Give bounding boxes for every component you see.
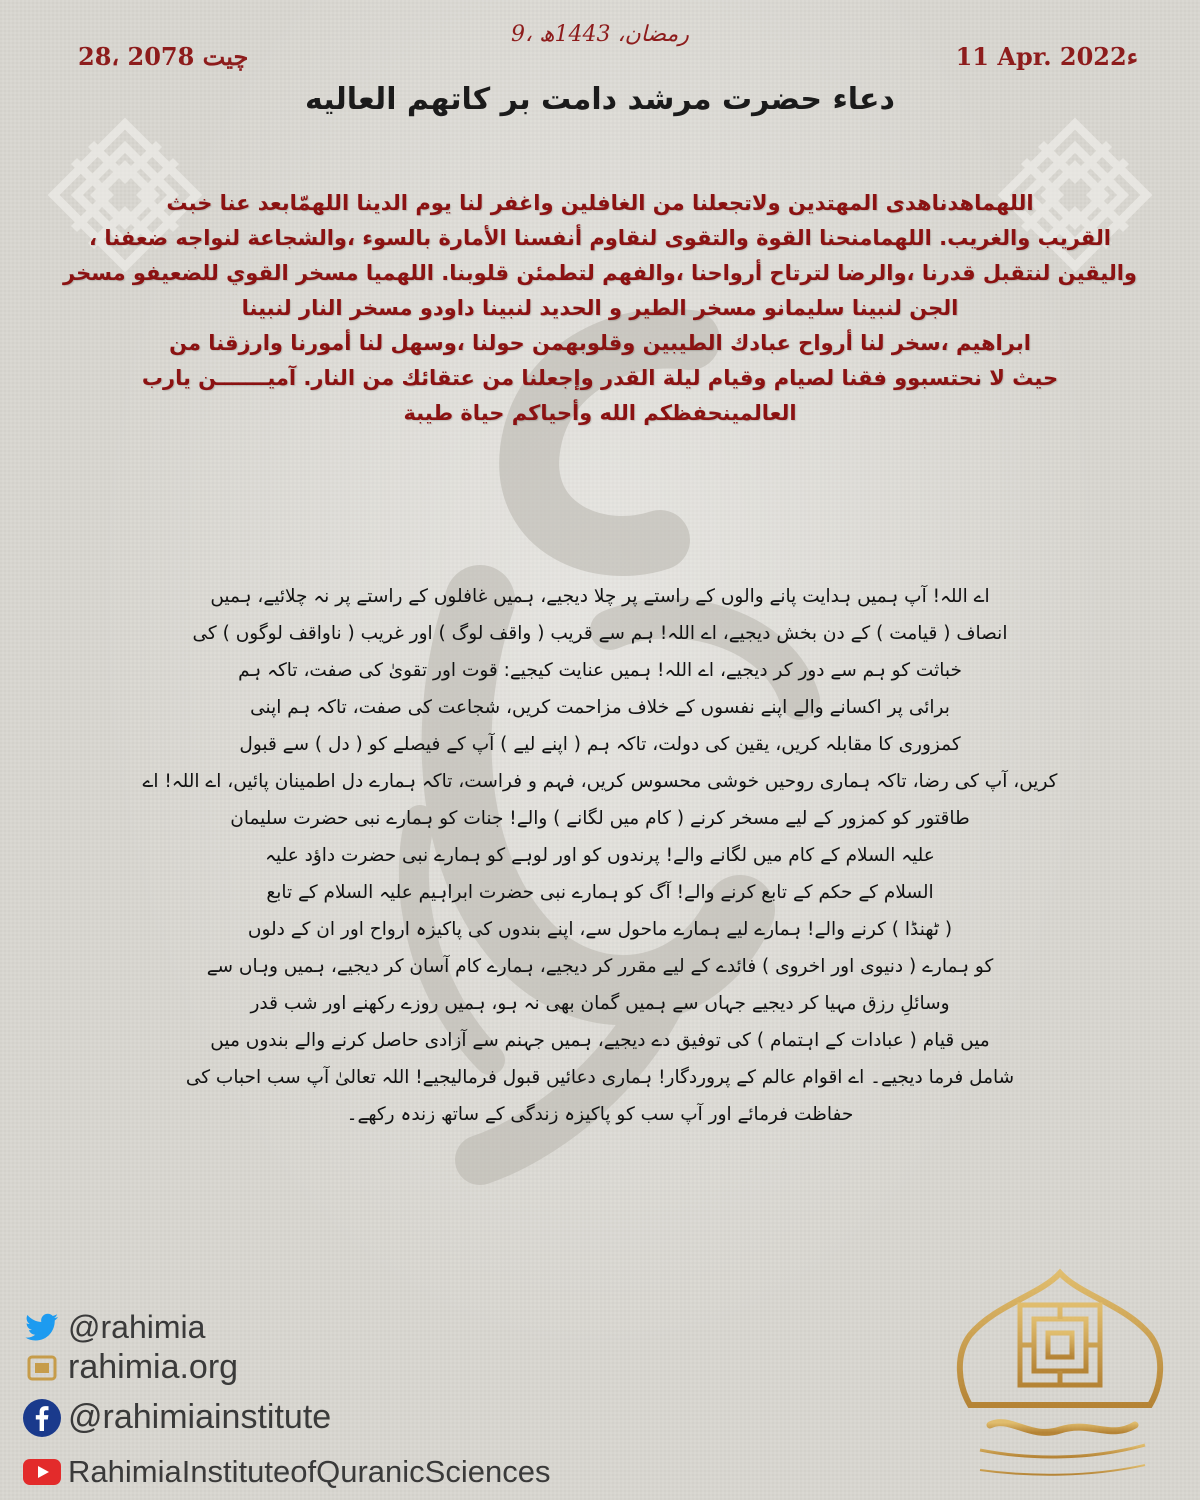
page-title: دعاء حضرت مرشد دامت بر کاتهم العاليه <box>305 82 895 117</box>
twitter-handle: @rahimia <box>68 1309 206 1345</box>
urdu-line: ( ٹھنڈا ) کرنے والے! ہمارے لیے ہمارے ماحول سے، اپنے بندوں کی پاکیزہ ارواح اور ان کے دلوں <box>247 919 953 940</box>
youtube-icon <box>22 1452 62 1492</box>
youtube-link[interactable] <box>22 1444 550 1499</box>
website-link[interactable] <box>22 1340 238 1395</box>
urdu-line: خباثت کو ہم سے دور کر دیجیے، اے اللہ! ہمیں عنایت کیجیے: قوت اور تقویٰ کی صفت، تاکہ ہم <box>238 660 962 681</box>
urdu-line: کو ہمارے ( دنیوی اور اخروی ) فائدے کے لیے مقرر کر دیجیے، ہمارے کام آسان کر دیجیے، ہمیں وہاں سے <box>206 956 994 977</box>
urdu-line: کمزوری کا مقابلہ کریں، یقین کی دولت، تاکہ ہم ( اپنے لیے ) آپ کے فیصلے کو ( دل ) سے قبول <box>239 734 961 755</box>
facebook-handle: @rahimiainstitute <box>68 1398 332 1436</box>
urdu-line: حفاظت فرمائے اور آپ سب کو پاکیزہ زندگی کے ساتھ زندہ رکھے۔ <box>346 1104 854 1125</box>
urdu-line: السلام کے حکم کے تابع کرنے والے! آگ کو ہمارے نبی حضرت ابراہیم علیہ السلام کے تابع <box>266 882 934 903</box>
urdu-line: کریں، آپ کی رضا، تاکہ ہماری روحیں خوشی محسوس کریں، فہم و فراست، تاکہ ہمارے دل اطمینان پائیں، اے اللہ! اے <box>142 771 1058 792</box>
rahimia-logo <box>950 1265 1170 1490</box>
youtube-channel: RahimiaInstituteofQuranicSciences <box>68 1453 551 1489</box>
arabic-line: واليقين لنتقبل قدرنا ،والرضا لترتاح أرواحنا ،والفهم لتطمئن قلوبنا. اللهميا مسخر القوي للضعيفو مسخر <box>63 261 1137 285</box>
arabic-line: الجن لنبينا سليمانو مسخر الطير و الحديد لنبينا داودو مسخر النار لنبينا <box>241 296 959 320</box>
arabic-line: القريب والغريب. اللهمامنحنا القوة والتقوى لنقاوم أنفسنا الأمارة بالسوء ،والشجاعة لنواجه ضعفنا ، <box>89 226 1111 250</box>
urdu-line: وسائلِ رزق مہیا کر دیجیے جہاں سے ہمیں گمان بھی نہ ہو، ہمیں روزے رکھنے اور شب قدر <box>250 993 950 1014</box>
urdu-line: برائی پر اکسانے والے اپنے نفسوں کے خلاف مزاحمت کریں، شجاعت کی صفت، تاکہ ہم اپنی <box>250 697 950 718</box>
arabic-line: ابراهيم ،سخر لنا أرواح عبادك الطيبين وقلوبهمن حولنا ،وسهل لنا أمورنا وارزقنا من <box>169 331 1031 355</box>
urdu-translation <box>110 578 1090 1133</box>
facebook-link[interactable] <box>22 1390 331 1445</box>
urdu-line: شامل فرما دیجیے۔ اے اقوام عالم کے پروردگار! ہماری دعائیں قبول فرمالیجیے! اللہ تعالیٰ آپ سب احباب کی <box>185 1067 1015 1088</box>
gregorian-date: 11 Apr. 2022ء <box>955 42 1138 71</box>
web-icon <box>22 1348 62 1388</box>
arabic-line: حيث لا نحتسبوو فقنا لصيام وقيام ليلة القدر وإجعلنا من عتقائك من النار. آميـــــــن يارب <box>141 366 1059 390</box>
arabic-line: اللهماهدناهدى المهتدين ولاتجعلنا من الغافلين واغفر لنا يوم الدينا اللهمّابعد عنا خبث <box>166 191 1034 215</box>
urdu-line: علیہ السلام کے کام میں لگانے والے! پرندوں کو اور لوہے کو ہمارے نبی حضرت داؤد علیہ <box>265 845 935 866</box>
arabic-line: العالمينحفظكم الله وأحياكم حياة طيبة <box>403 401 797 425</box>
urdu-line: میں قیام ( عبادات کے اہتمام ) کی توفیق دے دیجیے، ہمیں جہنم سے آزادی حاصل کرنے والے بندوں میں <box>210 1030 990 1051</box>
urdu-line: انصاف ( قیامت ) کے دن بخش دیجیے، اے اللہ! ہم سے قریب ( واقف لوگ ) اور غریب ( ناواقف لوگوں ) کی <box>192 623 1008 644</box>
urdu-line: طاقتور کو کمزور کے لیے مسخر کرنے ( کام میں لگانے ) والے! جنات کو ہمارے نبی حضرت سلیمان <box>230 808 970 829</box>
arabic-dua <box>60 186 1140 431</box>
hijri-date: 9، رمضان، 1443ھ <box>511 22 689 47</box>
facebook-icon <box>22 1398 62 1438</box>
bikrami-date: 28، چیت 2078 <box>78 42 249 71</box>
urdu-line: اے اللہ! آپ ہمیں ہدایت پانے والوں کے راستے پر چلا دیجیے، ہمیں غافلوں کے راستے پر نہ چلائیے، ہمیں <box>210 586 990 607</box>
website-url: rahimia.org <box>68 1348 239 1386</box>
